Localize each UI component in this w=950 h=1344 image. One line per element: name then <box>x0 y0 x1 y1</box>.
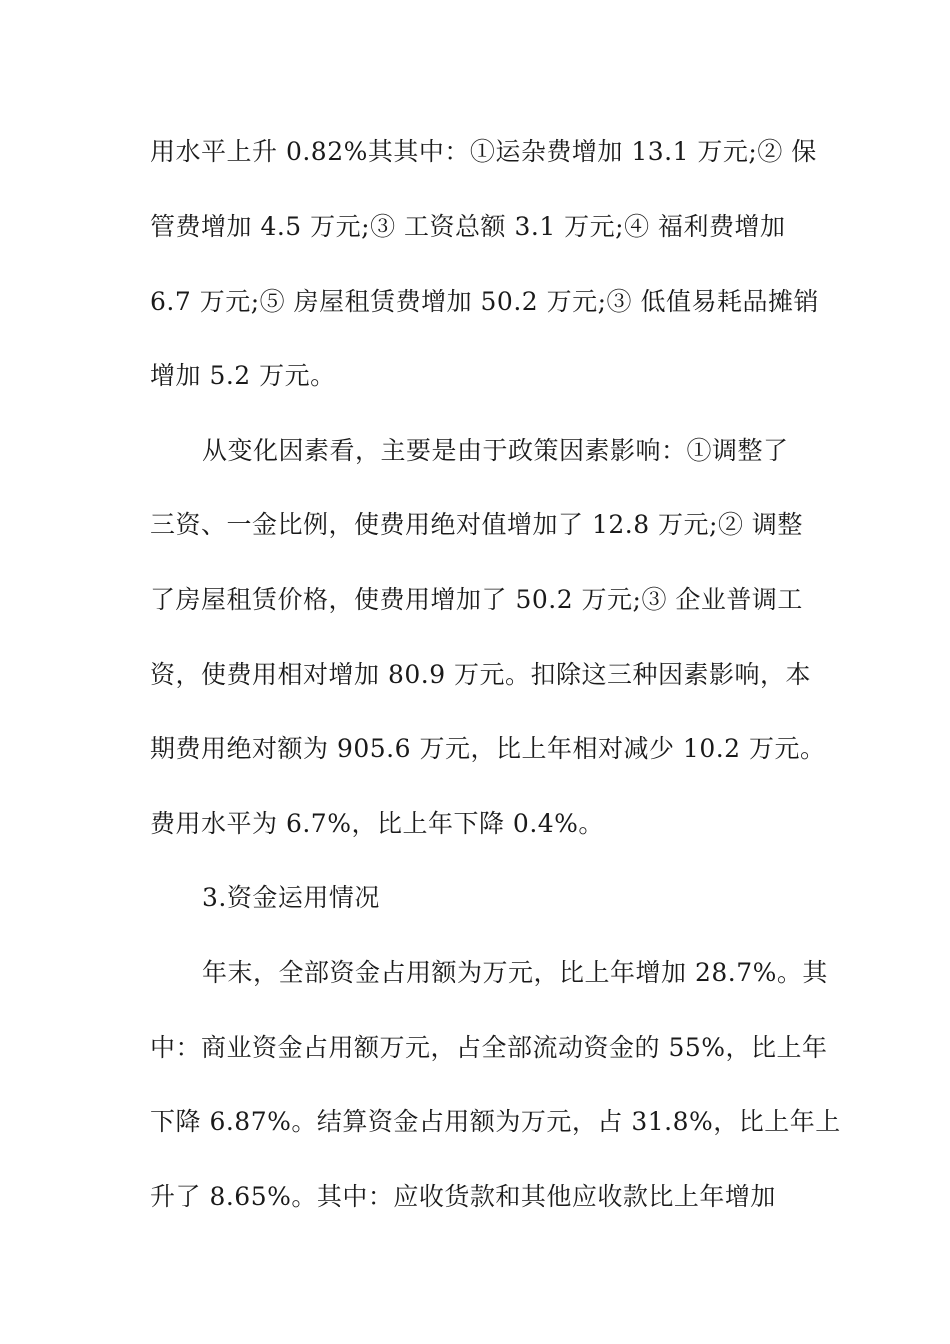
text-line: 下降 6.87%。结算资金占用额为万元，占 31.8%，比上年上 <box>150 1107 841 1136</box>
section-heading: 3.资金运用情况 <box>202 883 380 912</box>
text-line: 用水平上升 0.82%其其中：①运杂费增加 13.1 万元;② 保 <box>150 137 817 166</box>
text-line: 费用水平为 6.7%，比上年下降 0.4%。 <box>150 809 604 838</box>
text-line: 了房屋租赁价格，使费用增加了 50.2 万元;③ 企业普调工 <box>150 585 803 614</box>
text-line: 6.7 万元;⑤ 房屋租赁费增加 50.2 万元;③ 低值易耗品摊销 <box>150 287 820 316</box>
paragraph-first-line: 从变化因素看，主要是由于政策因素影响：①调整了 <box>202 436 789 465</box>
text-line: 三资、一金比例，使费用绝对值增加了 12.8 万元;② 调整 <box>150 510 803 539</box>
text-line: 升了 8.65%。其中：应收货款和其他应收款比上年增加 <box>150 1182 776 1211</box>
text-line: 增加 5.2 万元。 <box>150 361 336 390</box>
paragraph-first-line: 年末，全部资金占用额为万元，比上年增加 28.7%。其 <box>202 958 828 987</box>
text-line: 资，使费用相对增加 80.9 万元。扣除这三种因素影响，本 <box>150 660 812 689</box>
text-line: 中：商业资金占用额万元，占全部流动资金的 55%，比上年 <box>150 1033 828 1062</box>
text-line: 管费增加 4.5 万元;③ 工资总额 3.1 万元;④ 福利费增加 <box>150 212 786 241</box>
text-line: 期费用绝对额为 905.6 万元，比上年相对减少 10.2 万元。 <box>150 734 826 763</box>
